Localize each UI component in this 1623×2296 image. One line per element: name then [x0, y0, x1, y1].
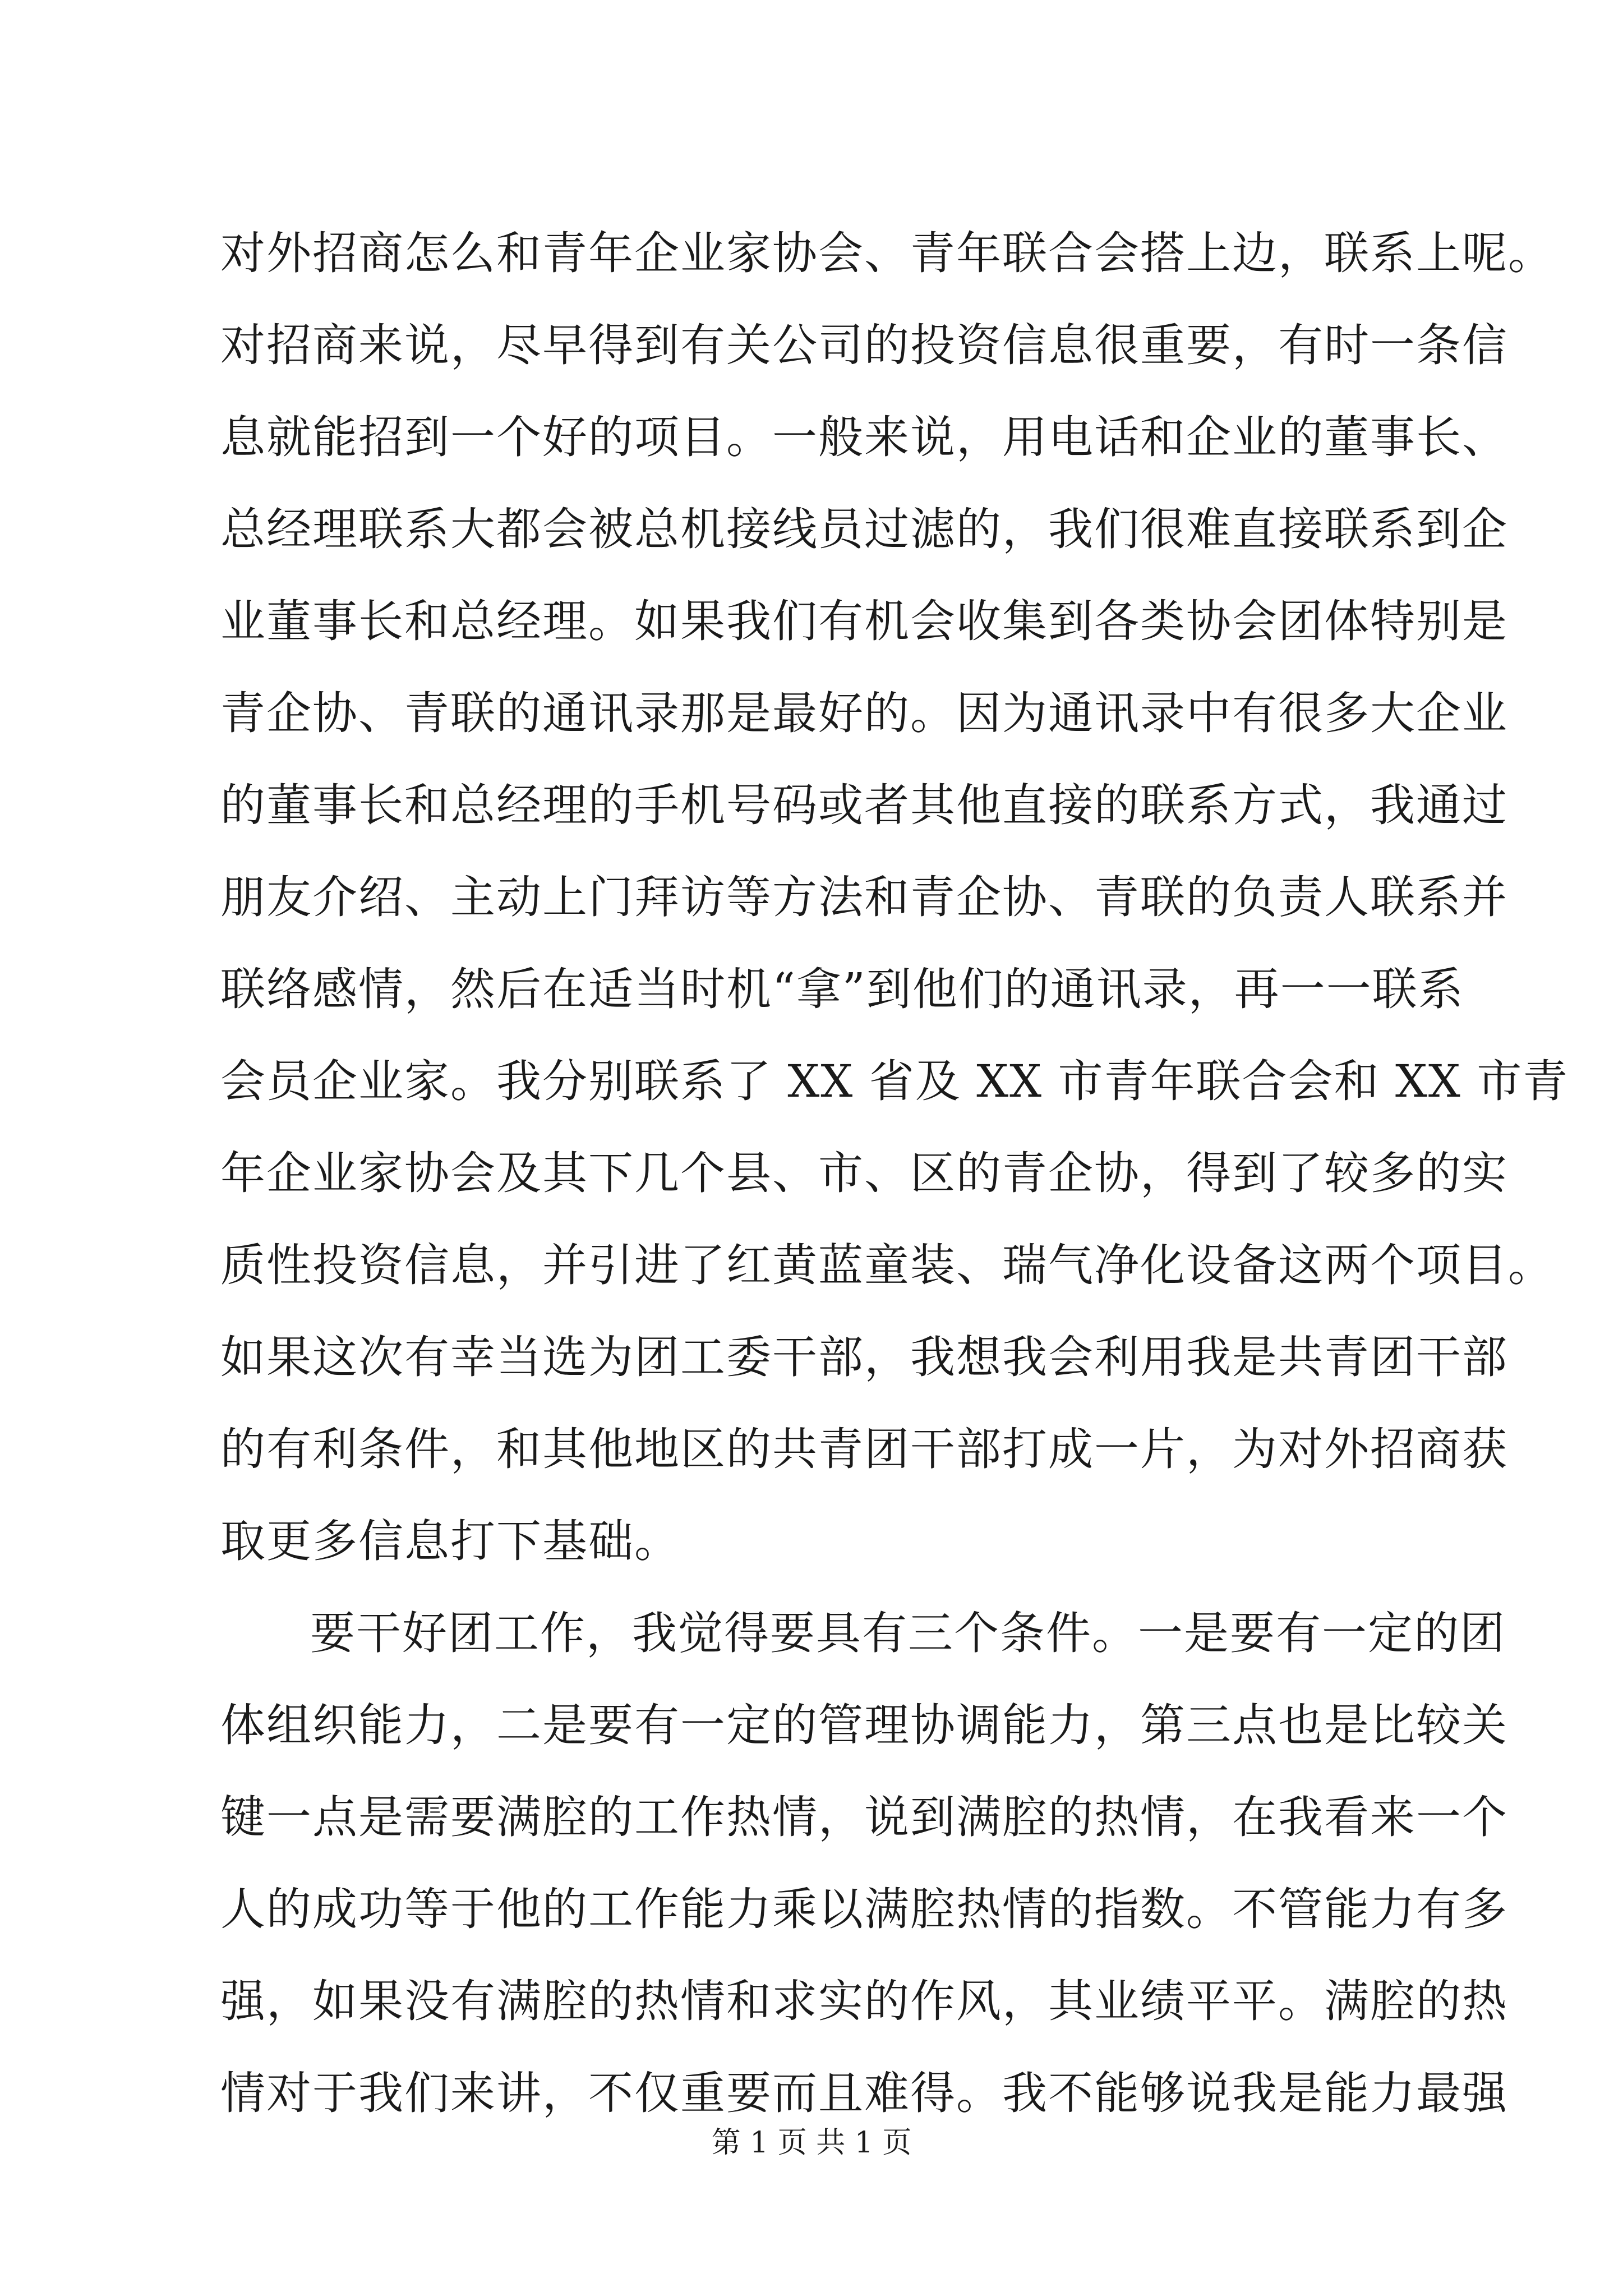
- text-line: 联络感情，然后在适当时机“拿”到他们的通讯录，再一一联系: [220, 963, 1464, 1015]
- text-line: 人的成功等于他的工作能力乘以满腔热情的指数。不管能力有多: [220, 1883, 1508, 1935]
- text-line: 要干好团工作，我觉得要具有三个条件。一是要有一定的团: [310, 1607, 1506, 1659]
- text-line: 的有利条件，和其他地区的共青团干部打成一片，为对外招商获: [220, 1423, 1508, 1475]
- document-body: [220, 208, 1569, 2139]
- text-line: 息就能招到一个好的项目。一般来说，用电话和企业的董事长、: [220, 411, 1508, 463]
- text-line: 质性投资信息，并引进了红黄蓝童装、瑞气净化设备这两个项目。: [220, 1239, 1554, 1291]
- text-line: 业董事长和总经理。如果我们有机会收集到各类协会团体特别是: [220, 595, 1508, 647]
- text-line: 年企业家协会及其下几个县、市、区的青企协，得到了较多的实: [220, 1147, 1508, 1199]
- text-line: 会员企业家。我分别联系了 XX 省及 XX 市青年联合会和 XX 市青: [220, 1055, 1569, 1107]
- paragraph-2: [220, 1588, 1508, 2139]
- text-line: 青企协、青联的通讯录那是最好的。因为通讯录中有很多大企业: [220, 687, 1508, 739]
- text-line: 总经理联系大都会被总机接线员过滤的，我们很难直接联系到企: [220, 503, 1508, 555]
- text-line: 取更多信息打下基础。: [220, 1515, 680, 1567]
- text-line: 情对于我们来讲，不仅重要而且难得。我不能够说我是能力最强: [220, 2067, 1508, 2119]
- text-line: 体组织能力，二是要有一定的管理协调能力，第三点也是比较关: [220, 1699, 1508, 1751]
- text-line: 键一点是需要满腔的工作热情，说到满腔的热情，在我看来一个: [220, 1791, 1508, 1843]
- text-line: 朋友介绍、主动上门拜访等方法和青企协、青联的负责人联系并: [220, 871, 1508, 923]
- text-line: 如果这次有幸当选为团工委干部，我想我会利用我是共青团干部: [220, 1331, 1508, 1383]
- text-line: 对招商来说，尽早得到有关公司的投资信息很重要，有时一条信: [220, 319, 1508, 371]
- text-line: 对外招商怎么和青年企业家协会、青年联合会搭上边，联系上呢。: [220, 227, 1554, 279]
- text-line: 的董事长和总经理的手机号码或者其他直接的联系方式，我通过: [220, 779, 1508, 831]
- paragraph-1: [220, 208, 1569, 1588]
- text-line: 强，如果没有满腔的热情和求实的作风，其业绩平平。满腔的热: [220, 1975, 1508, 2027]
- page-footer: 第 1 页 共 1 页: [711, 2126, 912, 2160]
